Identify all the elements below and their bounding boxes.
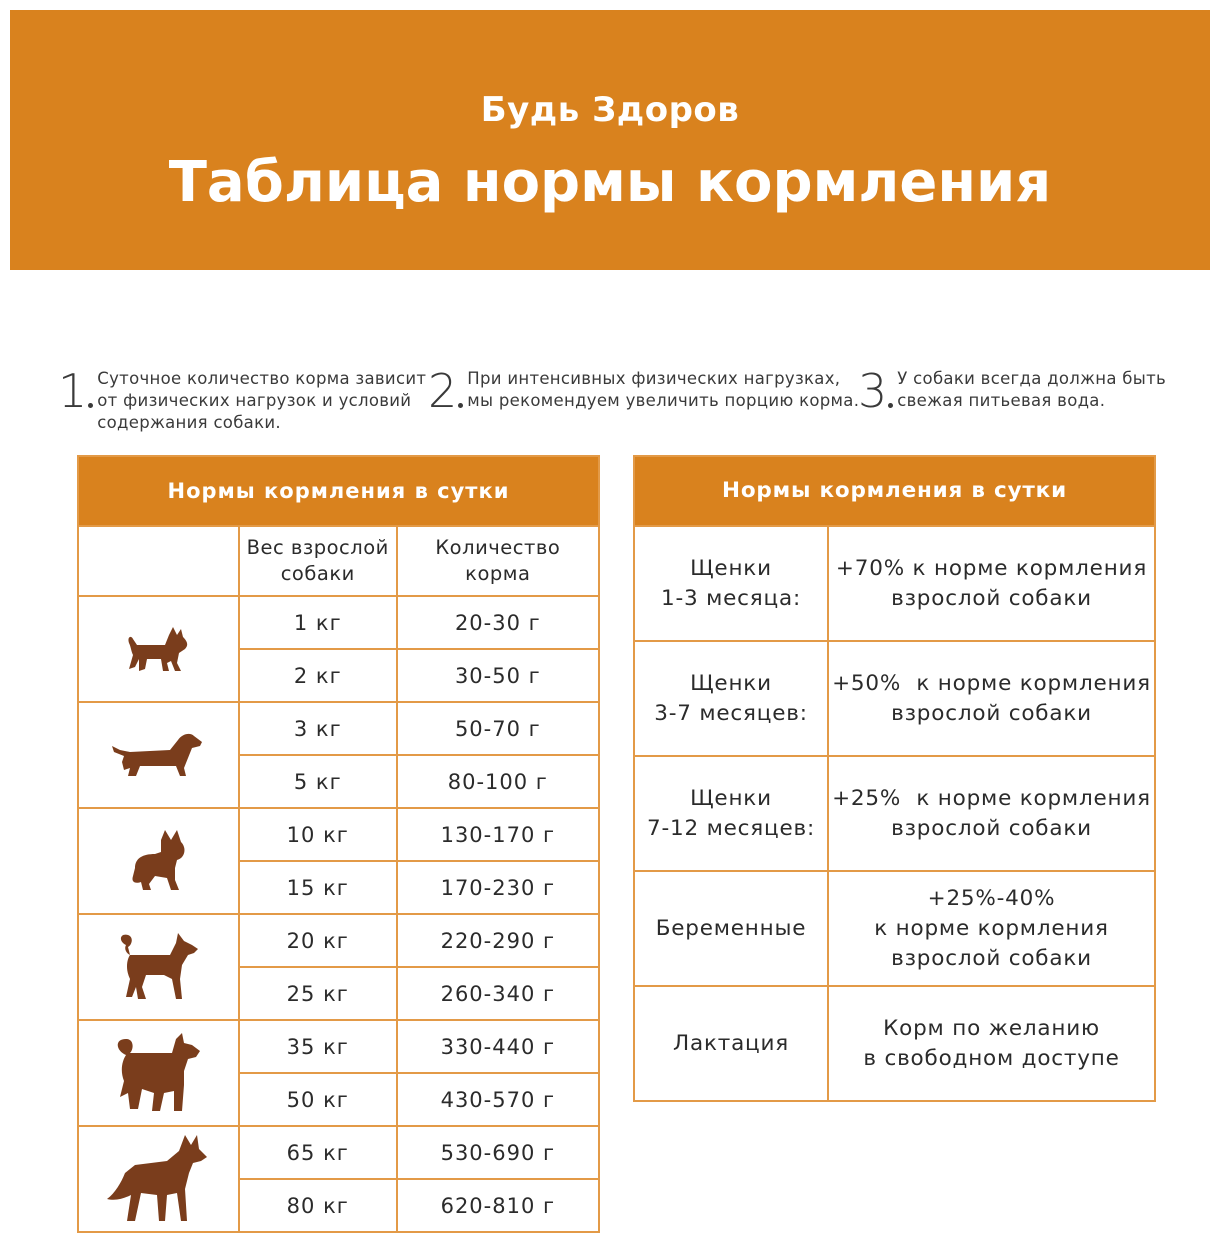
norm-cell [828,641,1155,756]
dog-icon-cell [78,914,239,1020]
category-line: 1-3 месяца: [660,585,801,611]
shepherd-icon [105,1133,211,1225]
amount-cell: 260-340 г [397,967,599,1020]
norm-line: +25% к норме кормления [832,785,1151,811]
amount-cell: 30-50 г [397,649,599,702]
weight-cell: 15 кг [239,861,397,914]
note-line: При интенсивных физических нагрузках, [467,369,841,388]
category-line: Лактация [673,1030,789,1056]
header-banner [10,10,1210,270]
norm-line: +70% к норме кормления [835,555,1148,581]
dachshund-icon [110,728,206,782]
norm-cell [828,871,1155,986]
norm-cell [828,756,1155,871]
weight-cell: 10 кг [239,808,397,861]
page-title: Таблица нормы кормления [168,150,1052,215]
note-text [897,368,1166,412]
note-line: свежая питьевая вода. [897,391,1106,410]
weight-cell: 5 кг [239,755,397,808]
table-row [634,526,1155,641]
norm-line: Корм по желанию [883,1015,1100,1041]
norm-line: в свободном доступе [863,1045,1120,1071]
category-line: Беременные [655,915,807,941]
note-2 [428,366,859,416]
weight-feeding-table [77,455,600,1233]
note-number: 1 [58,364,88,418]
weight-cell: 65 кг [239,1126,397,1179]
category-line: Щенки [690,670,772,696]
header-line: Вес взрослой [246,536,389,559]
column-header-weight [239,526,397,596]
weight-cell: 25 кг [239,967,397,1020]
category-cell [634,756,828,871]
weight-cell: 50 кг [239,1073,397,1126]
dog-icon-cell [78,808,239,914]
table-row [634,641,1155,756]
empty-header-cell [78,526,239,596]
note-3 [858,366,1166,416]
header-line: корма [465,562,531,585]
french-bulldog-icon [125,828,191,894]
amount-cell: 430-570 г [397,1073,599,1126]
category-line: Щенки [690,785,772,811]
table-row [78,1020,599,1073]
amount-cell: 330-440 г [397,1020,599,1073]
amount-cell: 20-30 г [397,596,599,649]
note-number: 2 [428,364,458,418]
table-row [78,1126,599,1179]
amount-cell: 50-70 г [397,702,599,755]
amount-cell: 220-290 г [397,914,599,967]
norm-line: +25%-40% [927,885,1056,911]
amount-cell: 530-690 г [397,1126,599,1179]
amount-cell: 130-170 г [397,808,599,861]
header-line: Количество [435,536,561,559]
norm-cell [828,986,1155,1101]
dog-icon-cell [78,1020,239,1126]
norm-line: взрослой собаки [891,815,1092,841]
note-line: от физических нагрузок и условий [97,391,412,410]
category-cell [634,871,828,986]
category-line: 3-7 месяцев: [654,700,808,726]
table-row [78,702,599,755]
note-1 [58,366,426,434]
note-line: Суточное количество корма зависит [97,369,427,388]
weight-cell: 20 кг [239,914,397,967]
brand-name: Будь Здоров [480,90,740,130]
category-feeding-table [633,455,1156,1102]
note-line: мы рекомендуем увеличить порцию корма. [467,391,860,410]
table-title: Нормы кормления в сутки [634,456,1155,526]
dog-icon-cell [78,596,239,702]
norm-line: взрослой собаки [891,945,1092,971]
table-title: Нормы кормления в сутки [78,456,599,526]
table-row [634,756,1155,871]
amount-cell: 170-230 г [397,861,599,914]
category-cell [634,986,828,1101]
amount-cell: 620-810 г [397,1179,599,1232]
norm-line: +50% к норме кормления [832,670,1151,696]
category-line: 7-12 месяцев: [646,815,815,841]
amount-cell: 80-100 г [397,755,599,808]
table-row [78,808,599,861]
note-text [97,368,426,434]
weight-cell: 35 кг [239,1020,397,1073]
dog-icon-cell [78,1126,239,1232]
column-header-amount [397,526,599,596]
table-row [78,596,599,649]
note-text [467,368,859,412]
husky-icon [112,1031,204,1115]
note-line: У собаки всегда должна быть [897,369,1167,388]
category-cell [634,526,828,641]
note-number: 3 [858,364,888,418]
note-line: содержания собаки. [97,413,281,432]
category-line: Щенки [690,555,772,581]
header-line: собаки [280,562,355,585]
table-row [634,986,1155,1101]
norm-line: к норме кормления [874,915,1109,941]
basenji-icon [116,931,200,1003]
weight-cell: 2 кг [239,649,397,702]
table-row [78,914,599,967]
norm-line: взрослой собаки [891,585,1092,611]
weight-cell: 3 кг [239,702,397,755]
norm-line: взрослой собаки [891,700,1092,726]
table-row [634,871,1155,986]
weight-cell: 80 кг [239,1179,397,1232]
category-cell [634,641,828,756]
dog-icon-cell [78,702,239,808]
chihuahua-icon [123,623,193,675]
weight-cell: 1 кг [239,596,397,649]
norm-cell [828,526,1155,641]
